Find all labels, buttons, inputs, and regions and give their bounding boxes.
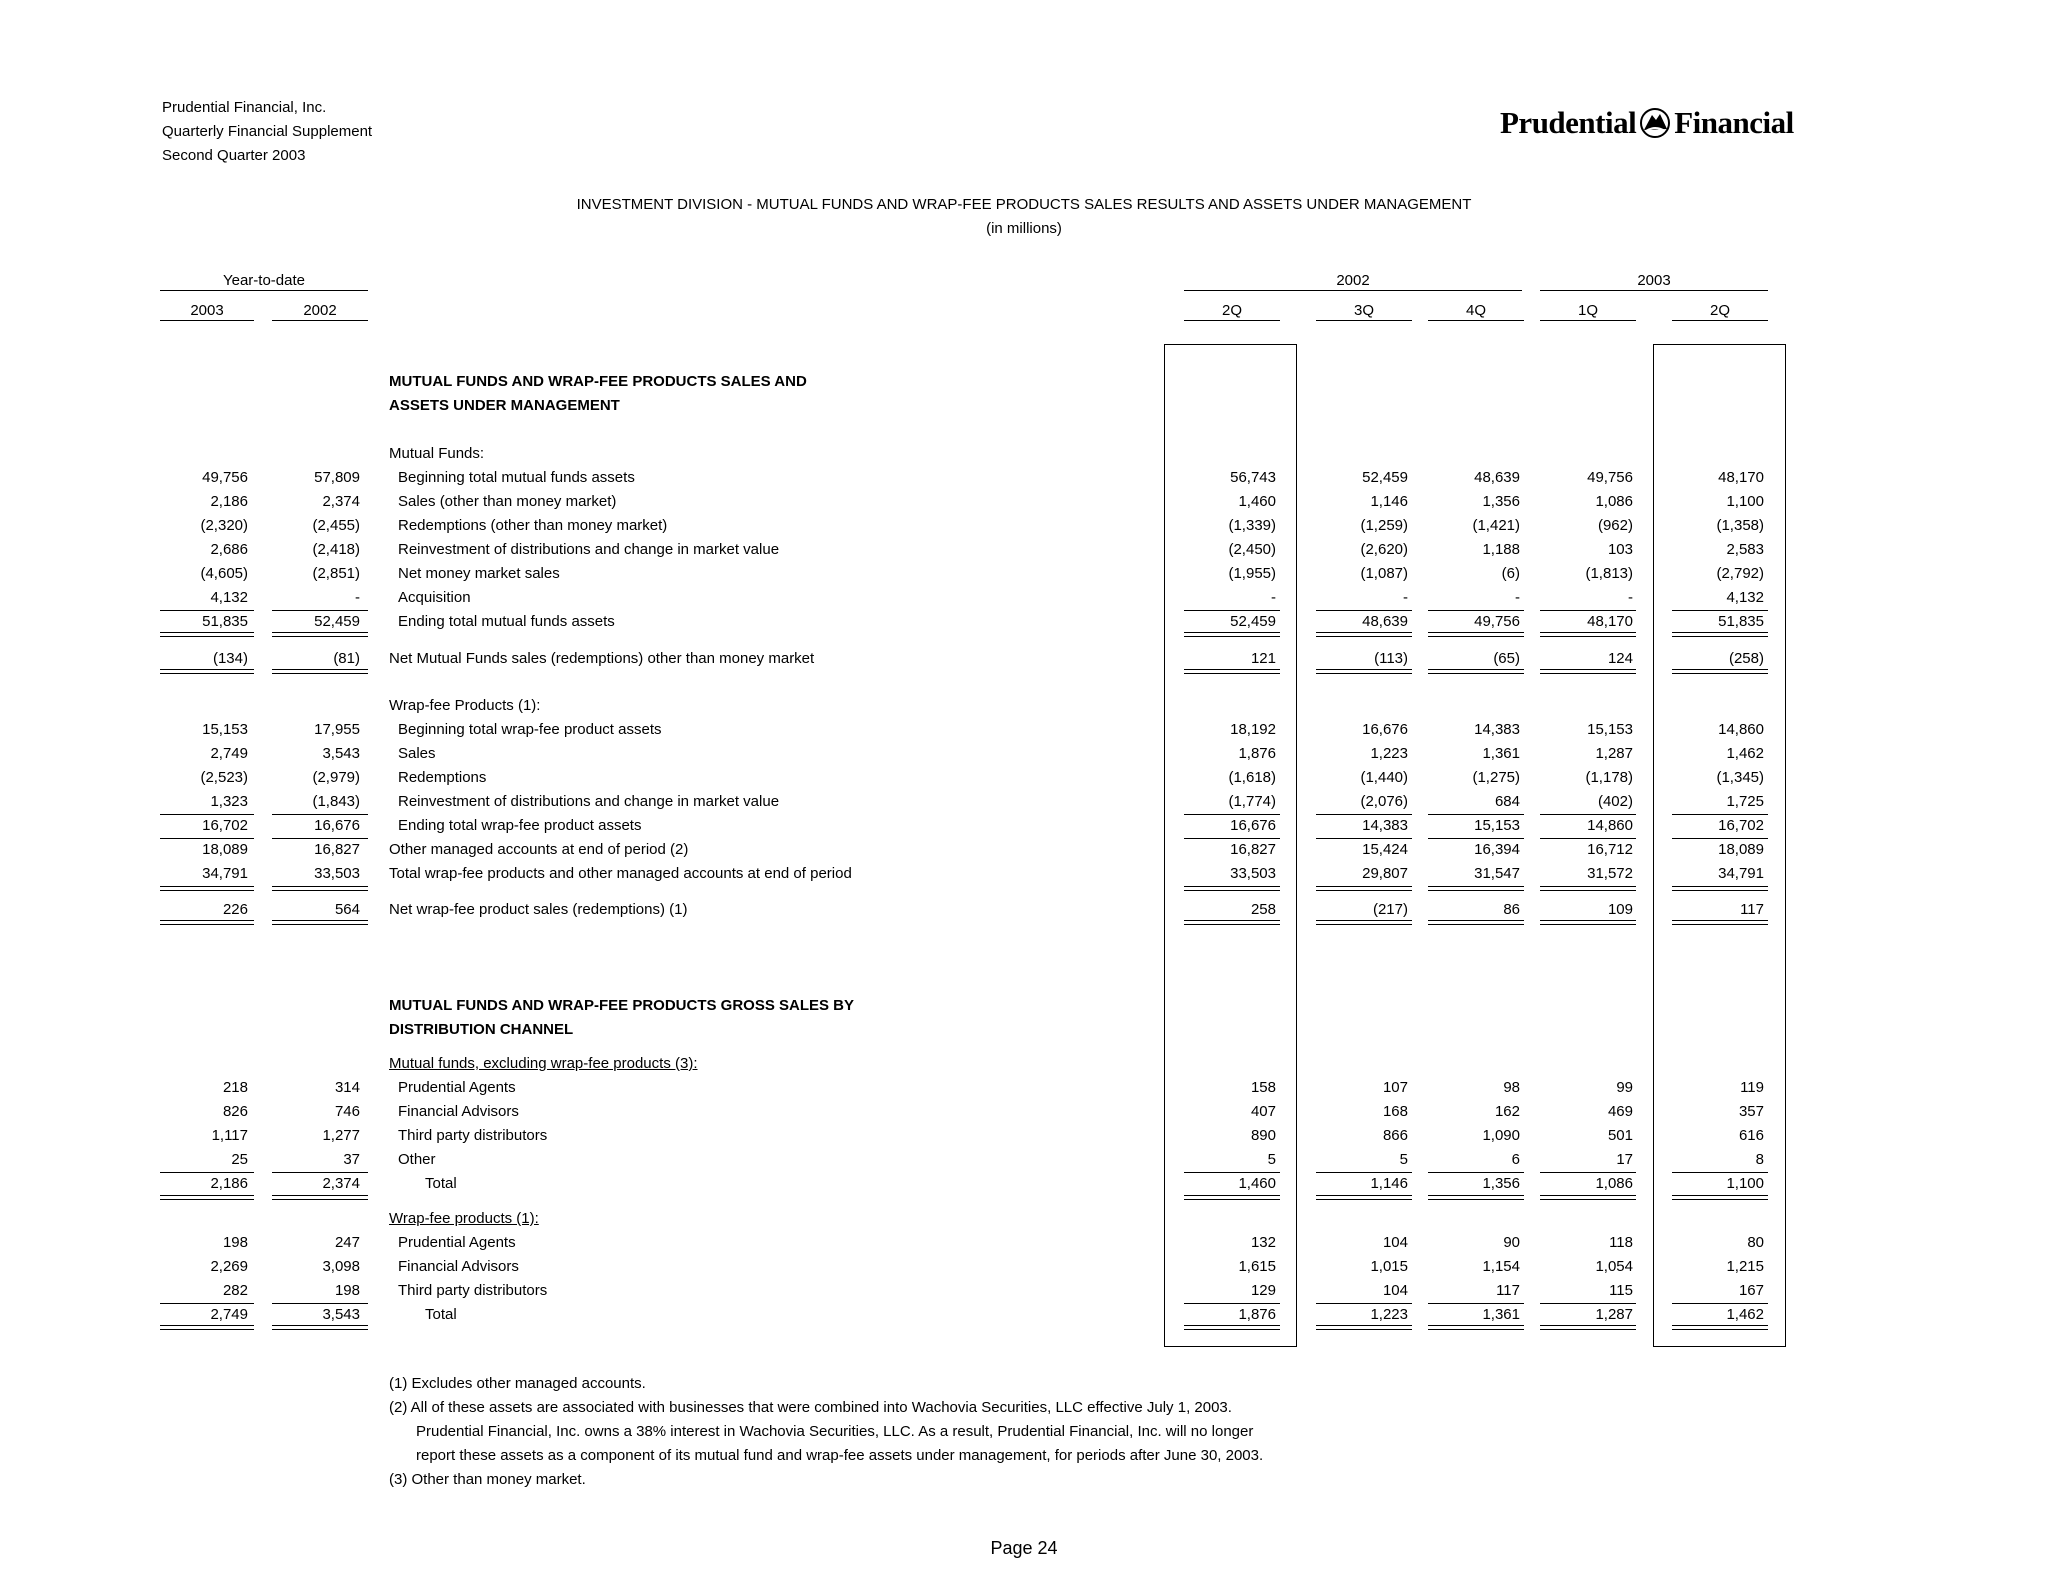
cell-value: 1,154 [1482, 1258, 1520, 1275]
cell-value: (2,979) [312, 769, 360, 786]
cell-value: (1,421) [1472, 517, 1520, 534]
cell-value: 15,153 [1587, 721, 1633, 738]
table-row [0, 1055, 2048, 1077]
table-row [0, 997, 2048, 1019]
ytd-col-2003: 2003 [190, 302, 224, 319]
cell-value: 129 [1250, 1282, 1276, 1299]
company-name: Prudential Financial, Inc. [162, 99, 327, 116]
cell-value: (402) [1597, 793, 1633, 810]
cell-value: 119 [1740, 1079, 1764, 1096]
cell-value: 33,503 [1230, 865, 1276, 882]
cell-value: 684 [1494, 793, 1520, 810]
row-label: Total [425, 1175, 457, 1192]
ytd-header: Year-to-date [222, 272, 305, 289]
cell-value: 31,547 [1474, 865, 1520, 882]
cell-value: 218 [222, 1079, 248, 1096]
row-label: ASSETS UNDER MANAGEMENT [389, 397, 620, 414]
cell-value: (1,955) [1228, 565, 1276, 582]
cell-value: 49,756 [1474, 613, 1520, 630]
cell-value: 1,117 [211, 1127, 248, 1144]
cell-value: (6) [1501, 565, 1520, 582]
quarter-1q-2003: 1Q [1577, 302, 1598, 319]
row-label: Wrap-fee Products (1): [389, 697, 541, 714]
cell-value: 1,725 [1726, 793, 1764, 810]
row-label: Redemptions (other than money market) [398, 517, 668, 534]
cell-value: (2,320) [200, 517, 248, 534]
table-row [0, 1282, 2048, 1304]
cell-value: 98 [1503, 1079, 1520, 1096]
table-row [0, 589, 2048, 611]
cell-value: 18,089 [1718, 841, 1764, 858]
row-label: Third party distributors [398, 1282, 548, 1299]
cell-value: 8 [1755, 1151, 1764, 1168]
cell-value: 14,383 [1362, 817, 1408, 834]
cell-value: (2,418) [312, 541, 360, 558]
cell-value: 4,132 [210, 589, 248, 606]
cell-value: 16,827 [1230, 841, 1276, 858]
table-row [0, 769, 2048, 791]
row-label: DISTRIBUTION CHANNEL [389, 1021, 574, 1038]
cell-value: 115 [1609, 1282, 1633, 1299]
cell-value: 314 [334, 1079, 360, 1096]
row-label: Net Mutual Funds sales (redemptions) other than money market [389, 650, 815, 667]
cell-value: 14,383 [1474, 721, 1520, 738]
cell-value: 167 [1738, 1282, 1764, 1299]
cell-value: 17,955 [314, 721, 360, 738]
cell-value: 104 [1382, 1282, 1408, 1299]
cell-value: 16,394 [1474, 841, 1520, 858]
cell-value: 501 [1607, 1127, 1633, 1144]
cell-value: 1,615 [1238, 1258, 1276, 1275]
row-label: Other [398, 1151, 436, 1168]
cell-value: 124 [1607, 650, 1633, 667]
table-row [0, 469, 2048, 491]
cell-value: 18,089 [202, 841, 248, 858]
row-label: Acquisition [398, 589, 471, 606]
cell-value: 25 [231, 1151, 248, 1168]
cell-value: 16,676 [314, 817, 360, 834]
cell-value: 2,374 [322, 1175, 360, 1192]
cell-value: 132 [1250, 1234, 1276, 1251]
cell-value: 48,170 [1587, 613, 1633, 630]
row-label: Net money market sales [398, 565, 560, 582]
page-number: Page 24 [990, 1538, 1058, 1558]
cell-value: 15,153 [1474, 817, 1520, 834]
cell-value: (1,339) [1228, 517, 1276, 534]
cell-value: 103 [1607, 541, 1633, 558]
document-name: Quarterly Financial Supplement [162, 123, 373, 140]
cell-value: (2,523) [200, 769, 248, 786]
cell-value: 15,424 [1362, 841, 1408, 858]
footnote-3: (3) Other than money market. [389, 1471, 586, 1488]
table-row [0, 373, 2048, 395]
row-label: Redemptions [398, 769, 487, 786]
table-row [0, 841, 2048, 863]
row-label: Prudential Agents [398, 1234, 516, 1251]
cell-value: (1,843) [312, 793, 360, 810]
cell-value: 564 [334, 901, 360, 918]
cell-value: 109 [1607, 901, 1633, 918]
year-2003-header: 2003 [1637, 272, 1671, 289]
rock-icon [1640, 108, 1670, 138]
table-row [0, 445, 2048, 467]
cell-value: 1,462 [1726, 1306, 1764, 1323]
table-row [0, 1103, 2048, 1125]
report-period: Second Quarter 2003 [162, 147, 306, 164]
units-note: (in millions) [986, 220, 1062, 237]
cell-value: 866 [1382, 1127, 1408, 1144]
table-row [0, 493, 2048, 515]
cell-value: 15,153 [202, 721, 248, 738]
table-row [0, 565, 2048, 587]
row-label: Ending total mutual funds assets [398, 613, 615, 630]
cell-value: 1,460 [1238, 1175, 1276, 1192]
cell-value: 16,676 [1362, 721, 1408, 738]
cell-value: (1,358) [1716, 517, 1764, 534]
cell-value: 107 [1382, 1079, 1408, 1096]
footnote-1: (1) Excludes other managed accounts. [389, 1375, 646, 1392]
table-row [0, 1175, 2048, 1197]
table-row [0, 697, 2048, 719]
cell-value: 31,572 [1587, 865, 1633, 882]
cell-value: (2,620) [1360, 541, 1408, 558]
cell-value: 56,743 [1230, 469, 1276, 486]
cell-value: 49,756 [1587, 469, 1633, 486]
row-label: MUTUAL FUNDS AND WRAP-FEE PRODUCTS GROSS SALES BY [389, 997, 855, 1014]
row-label: Reinvestment of distributions and change in market value [398, 541, 780, 558]
cell-value: 2,749 [210, 1306, 248, 1323]
cell-value: (4,605) [200, 565, 248, 582]
footnote-2-cont-1: Prudential Financial, Inc. owns a 38% interest in Wachovia Securities, LLC. As a result, Prudential Financial, Inc. will no longer [416, 1423, 1254, 1440]
row-label: Financial Advisors [398, 1258, 519, 1275]
cell-value: 826 [222, 1103, 248, 1120]
cell-value: 90 [1503, 1234, 1520, 1251]
cell-value: (65) [1493, 650, 1520, 667]
cell-value: (1,259) [1360, 517, 1408, 534]
cell-value: 4,132 [1726, 589, 1764, 606]
cell-value: 1,146 [1370, 493, 1408, 510]
cell-value: 1,287 [1595, 745, 1633, 762]
row-label: Net wrap-fee product sales (redemptions) (1) [389, 901, 688, 918]
row-label: Ending total wrap-fee product assets [398, 817, 642, 834]
cell-value: 1,215 [1726, 1258, 1764, 1275]
cell-value: 29,807 [1362, 865, 1408, 882]
cell-value: 48,639 [1474, 469, 1520, 486]
cell-value: 2,186 [210, 1175, 248, 1192]
cell-value: 1,277 [322, 1127, 360, 1144]
cell-value: 1,223 [1370, 1306, 1408, 1323]
cell-value: 469 [1607, 1103, 1633, 1120]
cell-value: 3,098 [322, 1258, 360, 1275]
cell-value: (2,455) [312, 517, 360, 534]
year-2002-header: 2002 [1336, 272, 1370, 289]
cell-value: (1,774) [1228, 793, 1276, 810]
cell-value: 51,835 [202, 613, 248, 630]
cell-value: 57,809 [314, 469, 360, 486]
cell-value: 226 [222, 901, 248, 918]
cell-value: (217) [1372, 901, 1408, 918]
report-title: INVESTMENT DIVISION - MUTUAL FUNDS AND WRAP-FEE PRODUCTS SALES RESULTS AND ASSETS UNDER MANAGEMENT [576, 196, 1472, 213]
logo-right-text: Financial [1674, 105, 1794, 140]
row-label: Total [425, 1306, 457, 1323]
cell-value: 80 [1747, 1234, 1764, 1251]
row-label: Prudential Agents [398, 1079, 516, 1096]
cell-value: - [1515, 589, 1520, 606]
cell-value: 48,639 [1362, 613, 1408, 630]
row-label: Mutual funds, excluding wrap-fee products (3): [389, 1055, 698, 1072]
cell-value: 1,356 [1482, 1175, 1520, 1192]
cell-value: 2,583 [1726, 541, 1764, 558]
cell-value: 1,100 [1726, 1175, 1764, 1192]
quarter-2q-2003: 2Q [1709, 302, 1730, 319]
cell-value: 198 [334, 1282, 360, 1299]
quarter-3q-2002: 3Q [1353, 302, 1374, 319]
quarter-2q-2002: 2Q [1221, 302, 1242, 319]
cell-value: 34,791 [202, 865, 248, 882]
row-label: Third party distributors [398, 1127, 548, 1144]
cell-value: (1,440) [1360, 769, 1408, 786]
footnote-2: (2) All of these assets are associated with businesses that were combined into Wachovia Securities, LLC effective July 1, 2003. [389, 1399, 1232, 1416]
table-row [0, 1234, 2048, 1256]
cell-value: 16,712 [1587, 841, 1633, 858]
table-row [0, 1210, 2048, 1232]
ytd-col-2002: 2002 [303, 302, 337, 319]
cell-value: 14,860 [1718, 721, 1764, 738]
cell-value: 1,223 [1370, 745, 1408, 762]
cell-value: (1,345) [1716, 769, 1764, 786]
row-label: Mutual Funds: [389, 445, 485, 462]
table-row [0, 793, 2048, 815]
row-label: Beginning total mutual funds assets [398, 469, 635, 486]
table-row [0, 397, 2048, 419]
cell-value: 1,361 [1482, 745, 1520, 762]
cell-value: (1,178) [1585, 769, 1633, 786]
table-row [0, 541, 2048, 563]
cell-value: - [1628, 589, 1633, 606]
cell-value: 16,702 [1718, 817, 1764, 834]
cell-value: (2,792) [1716, 565, 1764, 582]
cell-value: 16,827 [314, 841, 360, 858]
cell-value: (1,275) [1472, 769, 1520, 786]
cell-value: 2,186 [210, 493, 248, 510]
cell-value: 1,876 [1238, 1306, 1276, 1323]
cell-value: 890 [1250, 1127, 1276, 1144]
cell-value: 1,323 [210, 793, 248, 810]
cell-value: 5 [1399, 1151, 1408, 1168]
table-row [0, 817, 2048, 839]
cell-value: (2,076) [1360, 793, 1408, 810]
cell-value: 158 [1250, 1079, 1276, 1096]
table-row [0, 865, 2048, 887]
cell-value: - [1271, 589, 1276, 606]
row-label: Financial Advisors [398, 1103, 519, 1120]
cell-value: (1,813) [1585, 565, 1633, 582]
cell-value: (1,618) [1228, 769, 1276, 786]
row-label: Total wrap-fee products and other managed accounts at end of period [389, 865, 852, 882]
row-label: MUTUAL FUNDS AND WRAP-FEE PRODUCTS SALES AND [389, 373, 807, 390]
row-label: Reinvestment of distributions and change in market value [398, 793, 780, 810]
cell-value: 1,287 [1595, 1306, 1633, 1323]
cell-value: (81) [333, 650, 360, 667]
cell-value: 407 [1250, 1103, 1276, 1120]
row-label: Other managed accounts at end of period (2) [389, 841, 689, 858]
table-row [0, 517, 2048, 539]
cell-value: (1,087) [1360, 565, 1408, 582]
cell-value: 1,100 [1726, 493, 1764, 510]
table-row [0, 1127, 2048, 1149]
cell-value: 616 [1738, 1127, 1764, 1144]
cell-value: 18,192 [1230, 721, 1276, 738]
cell-value: 5 [1267, 1151, 1276, 1168]
cell-value: 52,459 [1362, 469, 1408, 486]
cell-value: 1,876 [1238, 745, 1276, 762]
cell-value: 162 [1494, 1103, 1520, 1120]
cell-value: 121 [1250, 650, 1276, 667]
cell-value: 2,749 [210, 745, 248, 762]
cell-value: 1,188 [1482, 541, 1520, 558]
cell-value: 168 [1382, 1103, 1408, 1120]
cell-value: 33,503 [314, 865, 360, 882]
table-row [0, 745, 2048, 767]
prudential-logo [1500, 105, 1794, 141]
cell-value: 117 [1496, 1282, 1520, 1299]
cell-value: (2,450) [1228, 541, 1276, 558]
cell-value: 16,702 [202, 817, 248, 834]
cell-value: 1,090 [1482, 1127, 1520, 1144]
cell-value: 17 [1616, 1151, 1633, 1168]
cell-value: 247 [334, 1234, 360, 1251]
cell-value: 1,086 [1595, 1175, 1633, 1192]
cell-value: 117 [1740, 901, 1764, 918]
cell-value: 34,791 [1718, 865, 1764, 882]
cell-value: 118 [1609, 1234, 1633, 1251]
cell-value: (113) [1374, 650, 1408, 667]
cell-value: 1,460 [1238, 493, 1276, 510]
cell-value: 282 [222, 1282, 248, 1299]
cell-value: - [1403, 589, 1408, 606]
cell-value: 1,054 [1595, 1258, 1633, 1275]
table-row [0, 1079, 2048, 1101]
cell-value: - [355, 589, 360, 606]
cell-value: 51,835 [1718, 613, 1764, 630]
cell-value: 86 [1503, 901, 1520, 918]
cell-value: (134) [212, 650, 248, 667]
cell-value: 746 [334, 1103, 360, 1120]
cell-value: (962) [1597, 517, 1633, 534]
row-label: Sales (other than money market) [398, 493, 617, 510]
cell-value: 1,462 [1726, 745, 1764, 762]
cell-value: 37 [343, 1151, 360, 1168]
footnote-2-cont-2: report these assets as a component of its mutual fund and wrap-fee assets under management, for periods after June 30, 2003. [416, 1447, 1264, 1464]
row-label: Beginning total wrap-fee product assets [398, 721, 662, 738]
cell-value: (2,851) [312, 565, 360, 582]
table-row [0, 721, 2048, 743]
cell-value: 3,543 [322, 745, 360, 762]
quarter-4q-2002: 4Q [1465, 302, 1486, 319]
table-row [0, 1151, 2048, 1173]
cell-value: 16,676 [1230, 817, 1276, 834]
cell-value: 6 [1511, 1151, 1520, 1168]
cell-value: 1,356 [1482, 493, 1520, 510]
cell-value: 99 [1616, 1079, 1633, 1096]
cell-value: 1,015 [1370, 1258, 1408, 1275]
logo-left-text: Prudential [1500, 105, 1637, 140]
cell-value: 357 [1738, 1103, 1764, 1120]
cell-value: 1,086 [1595, 493, 1633, 510]
row-label: Sales [398, 745, 436, 762]
cell-value: 2,686 [210, 541, 248, 558]
cell-value: 49,756 [202, 469, 248, 486]
cell-value: 258 [1250, 901, 1276, 918]
cell-value: 1,361 [1482, 1306, 1520, 1323]
cell-value: 52,459 [314, 613, 360, 630]
cell-value: 3,543 [322, 1306, 360, 1323]
cell-value: 198 [222, 1234, 248, 1251]
cell-value: 14,860 [1587, 817, 1633, 834]
row-label: Wrap-fee products (1): [389, 1210, 539, 1227]
cell-value: 52,459 [1230, 613, 1276, 630]
cell-value: 2,374 [322, 493, 360, 510]
cell-value: (258) [1728, 650, 1764, 667]
table-row [0, 1258, 2048, 1280]
cell-value: 1,146 [1370, 1175, 1408, 1192]
cell-value: 104 [1382, 1234, 1408, 1251]
table-row [0, 1021, 2048, 1043]
cell-value: 48,170 [1718, 469, 1764, 486]
cell-value: 2,269 [210, 1258, 248, 1275]
